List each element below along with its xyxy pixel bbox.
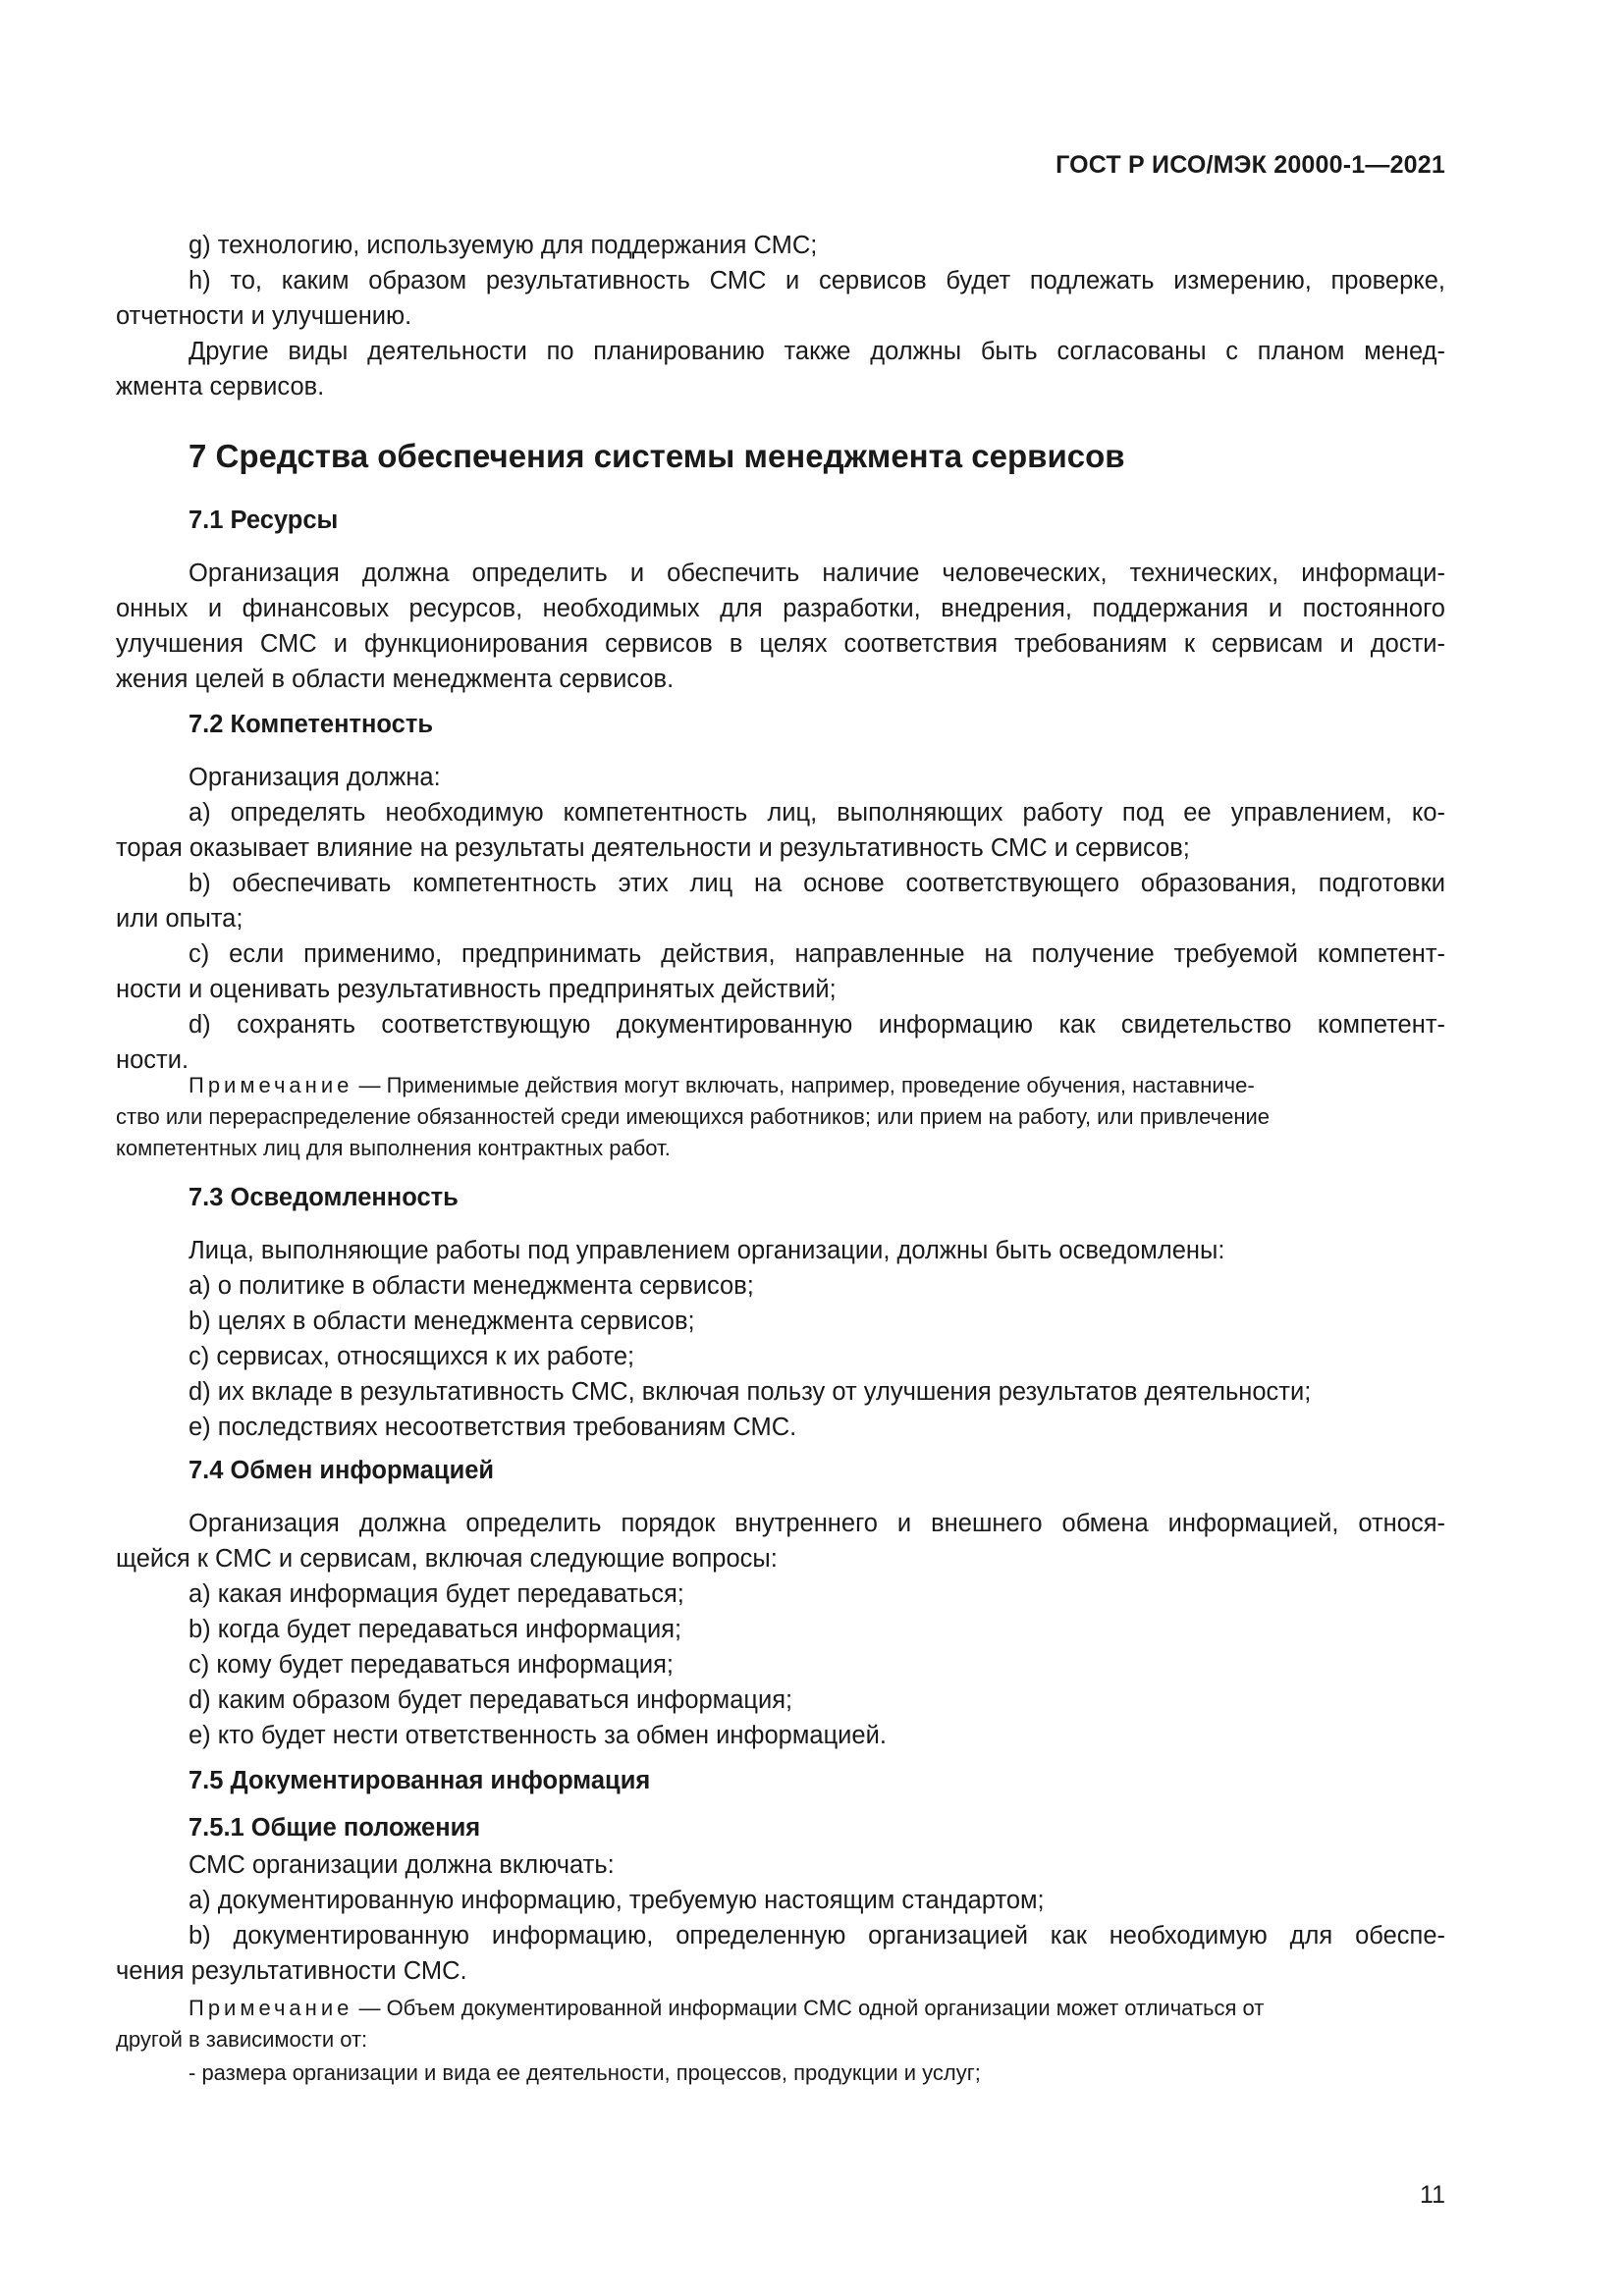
note-text: — Объем документированной информации СМС одной организации может отличаться от [352,1996,1265,2020]
note-label: Примечание [189,1996,353,2020]
section-7-3-heading: 7.3 Осведомленность [189,1184,459,1211]
note-7-2-line2: ство или перераспределение обязанностей среди имеющихся работников; или прием на работу, или привлечение [116,1104,1271,1129]
list-item: a) о политике в области менеджмента сервисов; [189,1272,754,1300]
section-7-4-heading: 7.4 Обмен информацией [189,1457,495,1484]
page-number: 11 [1420,2181,1445,2209]
section-7-5-1-heading: 7.5.1 Общие положения [189,1814,481,1842]
paragraph-7-1-line1: Организация должна определить и обеспечить наличие человеческих, технических, информаци- [189,560,1445,587]
list-item-7-2-a-line1: a) определять необходимую компетентность лиц, выполняющих работу под ее управлением, ко- [189,799,1445,827]
list-item-7-5-1-b-line1: b) документированную информацию, определенную организацией как необходимую для обеспе- [189,1922,1445,1949]
list-item-7-5-1-b-line2: чения результативности СМС. [116,1957,467,1985]
list-item-7-2-a-line2: торая оказывает влияние на результаты деятельности и результативность СМС и сервисов; [116,834,1190,862]
paragraph-7-1-line3: улучшения СМС и функционирования сервисов в целях соответствия требованиям к сервисам и дости- [116,630,1445,658]
note-7-5-1-line1 [189,1993,1264,2024]
list-item-h-line1: h) то, каким образом результативность СМС и сервисов будет подлежать измерению, проверке, [189,267,1445,294]
paragraph-7-1-line2: онных и финансовых ресурсов, необходимых для разработки, внедрения, поддержания и постоянного [116,595,1445,622]
section-7-2-heading: 7.2 Компетентность [189,711,433,738]
section-7-heading: 7 Средства обеспечения системы менеджмента сервисов [189,438,1125,474]
list-item-7-5-1-a: a) документированную информацию, требуемую настоящим стандартом; [189,1887,1045,1914]
list-item-h-line2: отчетности и улучшению. [116,302,412,330]
note-7-5-1-line3: - размера организации и вида ее деятельности, процессов, продукции и услуг; [189,2060,981,2085]
list-item-7-2-c-line2: ности и оценивать результативность предпринятых действий; [116,976,837,1003]
list-item: b) целях в области менеджмента сервисов; [189,1308,695,1335]
note-7-2-line1 [189,1070,1255,1101]
list-item-7-2-c-line1: c) если применимо, предпринимать действия, направленные на получение требуемой компетент- [189,940,1445,968]
note-7-5-1-line2: другой в зависимости от: [116,2027,368,2052]
list-item-7-2-b-line1: b) обеспечивать компетентность этих лиц на основе соответствующего образования, подготовки [189,870,1445,897]
section-7-1-heading: 7.1 Ресурсы [189,507,339,534]
list-item: d) их вкладе в результативность СМС, включая пользу от улучшения результатов деятельности; [189,1378,1312,1406]
paragraph-7-5-1-lead: СМС организации должна включать: [189,1851,615,1879]
list-item-g: g) технологию, используемую для поддержания СМС; [189,232,818,259]
document-header-id: ГОСТ Р ИСО/МЭК 20000-1—2021 [1056,151,1445,179]
list-item-7-2-d-line2: ности. [116,1046,189,1074]
paragraph-7-1-line4: жения целей в области менеджмента сервисов. [116,666,675,693]
list-item: a) какая информация будет передаваться; [189,1580,684,1608]
list-item-7-2-b-line2: или опыта; [116,905,244,933]
list-item: b) когда будет передаваться информация; [189,1616,682,1643]
paragraph-other-line2: жмента сервисов. [116,373,325,400]
list-item: e) последствиях несоответствия требованиям СМС. [189,1414,797,1441]
list-item-7-2-d-line1: d) сохранять соответствующую документированную информацию как свидетельство компетент- [189,1011,1445,1039]
paragraph-7-3-lead: Лица, выполняющие работы под управлением организации, должны быть осведомлены: [189,1237,1225,1264]
paragraph-7-4-line2: щейся к СМС и сервисам, включая следующие вопросы: [116,1545,778,1573]
paragraph-other-line1: Другие виды деятельности по планированию также должны быть согласованы с планом менед- [189,338,1445,365]
note-7-2-line3: компетентных лиц для выполнения контрактных работ. [116,1136,671,1160]
list-item: c) сервисах, относящихся к их работе; [189,1343,635,1370]
list-item: d) каким образом будет передаваться информация; [189,1686,793,1714]
note-label: Примечание [189,1073,353,1097]
paragraph-7-4-line1: Организация должна определить порядок внутреннего и внешнего обмена информацией, относя- [189,1510,1445,1537]
list-item: e) кто будет нести ответственность за обмен информацией. [189,1722,887,1749]
section-7-5-heading: 7.5 Документированная информация [189,1767,651,1794]
note-text: — Применимые действия могут включать, например, проведение обучения, наставниче- [352,1073,1255,1097]
paragraph-7-2-lead: Организация должна: [189,764,441,791]
list-item: c) кому будет передаваться информация; [189,1651,675,1679]
